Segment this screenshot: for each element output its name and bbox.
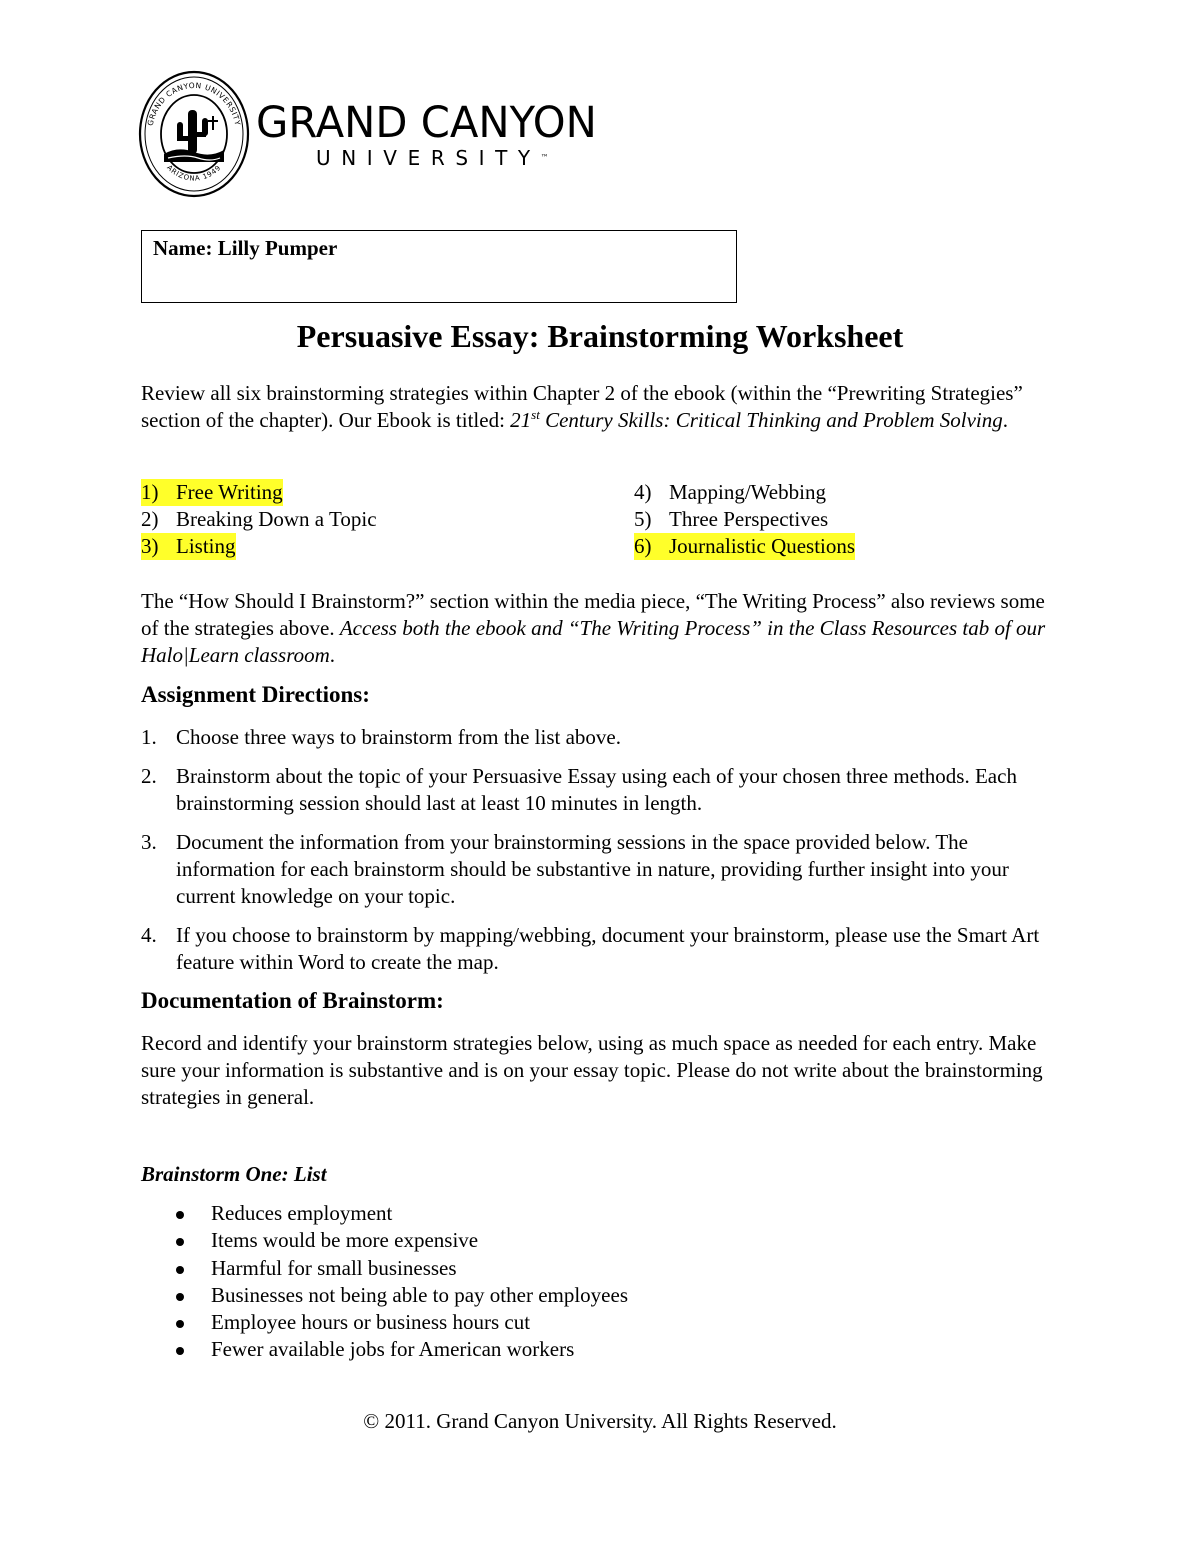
- copyright-footer: © 2011. Grand Canyon University. All Rights Reserved.: [363, 1409, 837, 1433]
- list-item: Businesses not being able to pay other employees: [176, 1282, 628, 1309]
- wordmark-line2: UNIVERSITY™: [316, 146, 549, 170]
- list-item: 4. If you choose to brainstorm by mapping/webbing, document your brainstorm, please use the Smart Art feature within Word to create the map.: [141, 923, 1040, 974]
- strategy-item: 3) Listing: [141, 534, 236, 558]
- intro-paragraph: Review all six brainstorming strategies within Chapter 2 of the ebook (within the “Prewriting Strategies” section of the chapter). Our Ebook is titled: 21st Century Skills: Critical Thinking and Problem Solving.: [141, 381, 1023, 432]
- list-item: Harmful for small businesses: [176, 1255, 628, 1282]
- strategy-item: 1) Free Writing: [141, 480, 283, 504]
- wordmark-line1: GRAND CANYON: [256, 98, 597, 148]
- list-item: Employee hours or business hours cut: [176, 1309, 628, 1336]
- strategy-item: 6) Journalistic Questions: [634, 534, 856, 558]
- bullet-icon: [176, 1266, 184, 1274]
- university-seal-icon: [138, 70, 250, 198]
- list-item: 3. Document the information from your brainstorming sessions in the space provided below. The information for each brainstorm should be substantive in nature, providing further insight into your current knowledge on your topic.: [141, 830, 1009, 908]
- strategy-item: 5) Three Perspectives: [634, 507, 829, 531]
- list-item: Fewer available jobs for American workers: [176, 1336, 628, 1363]
- strategy-list-right: [634, 479, 855, 560]
- university-logo: [138, 70, 618, 200]
- strategy-item: 4) Mapping/Webbing: [634, 480, 826, 504]
- media-paragraph: The “How Should I Brainstorm?” section within the media piece, “The Writing Process” also reviews some of the strategies above. Access both the ebook and “The Writing Process” in the Class Resources tab of our Halo|Learn classroom.: [141, 589, 1046, 667]
- svg-text:GRAND CANYON UNIVERSITY: GRAND CANYON UNIVERSITY: [145, 80, 243, 127]
- list-item: Items would be more expensive: [176, 1227, 628, 1254]
- svg-text:ARIZONA 1949: ARIZONA 1949: [165, 163, 223, 183]
- bullet-icon: [176, 1320, 184, 1328]
- page-title: Persuasive Essay: Brainstorming Worksheet: [296, 318, 904, 354]
- university-wordmark: [256, 100, 607, 169]
- student-name: Name: Lilly Pumper: [153, 236, 338, 260]
- list-item: 1. Choose three ways to brainstorm from the list above.: [141, 725, 621, 749]
- list-item: Reduces employment: [176, 1200, 628, 1227]
- brainstorm-one-title: Brainstorm One: List: [141, 1162, 327, 1186]
- strategy-item: 2) Breaking Down a Topic: [141, 507, 377, 531]
- list-item: 2. Brainstorm about the topic of your Persuasive Essay using each of your chosen three methods. Each brainstorming session should last at least 10 minutes in length.: [141, 764, 1017, 815]
- strategy-list-left: [141, 479, 377, 560]
- documentation-heading: Documentation of Brainstorm:: [141, 988, 444, 1013]
- bullet-icon: [176, 1238, 184, 1246]
- directions-list: [141, 724, 1061, 988]
- name-box: [141, 230, 737, 303]
- brainstorm-one-list: [176, 1200, 628, 1364]
- assignment-directions-heading: Assignment Directions:: [141, 682, 370, 707]
- bullet-icon: [176, 1211, 184, 1219]
- documentation-paragraph: Record and identify your brainstorm strategies below, using as much space as needed for each entry. Make sure your information is substantive and is on your essay topic. Please do not write about the brainstorming strategies in general.: [141, 1031, 1043, 1109]
- bullet-icon: [176, 1347, 184, 1355]
- bullet-icon: [176, 1293, 184, 1301]
